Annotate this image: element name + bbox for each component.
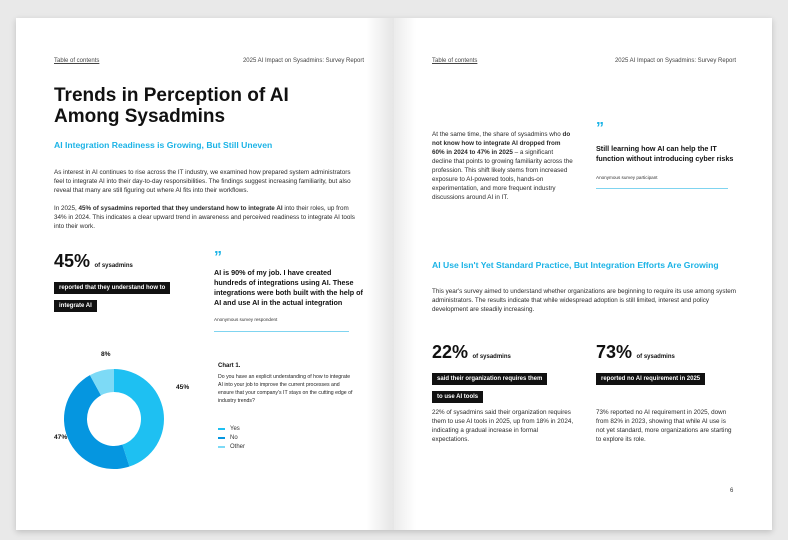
quote-icon: ” xyxy=(596,120,603,137)
stat-of-label: of sysadmins xyxy=(94,263,133,269)
pct-label-no: 47% xyxy=(54,434,68,441)
quote-divider xyxy=(596,188,728,189)
quote-attribution: Anonymous survey respondent xyxy=(214,317,278,322)
para-lead: At the same time, the share of sysadmins who xyxy=(432,131,563,138)
para-highlight: 45% of sysadmins reported that they understand how to integrate AI xyxy=(78,205,283,212)
legend-item-no xyxy=(218,433,245,442)
para-rest: into their roles, up from 34% in 2024. This indicates a clear upward trend in awareness and perceived readiness to integrate AI tools into their work. xyxy=(54,205,355,230)
chart-caption-title: Chart 1. xyxy=(218,363,241,369)
survey-aim-paragraph: This year's survey aimed to understand whether organizations are beginning to require its use among system administrators. The results indicate that while widespread adoption is still limited, interest and policy development are steadily increasing. xyxy=(432,288,736,313)
stat-73 xyxy=(596,342,675,363)
gutter-shadow xyxy=(394,18,416,530)
intro-paragraph: As interest in AI continues to rise across the IT industry, we examined how prepared system administrators feel to integrate AI into their day-to-day responsibilities. The findings suggest increasing familiarity, but also reveal that many are still figuring out where AI fits into their workflows. xyxy=(54,169,351,194)
report-spread xyxy=(16,18,772,530)
report-header-title: 2025 AI Impact on Sysadmins: Survey Report xyxy=(242,58,364,64)
right-page xyxy=(394,18,772,530)
left-page xyxy=(16,18,394,530)
stat-caption-line1: said their organization requires them xyxy=(432,373,547,385)
pct-label-other: 8% xyxy=(101,351,111,358)
legend-label: Yes xyxy=(230,425,240,432)
legend-label: Other xyxy=(230,443,246,450)
stat-value: 45% xyxy=(54,251,91,271)
stat-caption-line1: reported no AI requirement in 2025 xyxy=(596,373,705,385)
quote-icon: ” xyxy=(214,249,221,266)
stat-value: 22% xyxy=(432,342,469,362)
gutter-shadow xyxy=(366,18,394,530)
stat-45-caption xyxy=(54,276,189,312)
legend-swatch xyxy=(218,428,225,430)
stat-caption-line2: integrate AI xyxy=(54,300,97,312)
participant-quote: Still learning how AI can help the IT function without introducing cyber risks xyxy=(596,144,734,163)
toc-link[interactable]: Table of contents xyxy=(54,58,100,64)
legend-item-yes xyxy=(218,424,245,433)
legend-item-other xyxy=(218,442,245,451)
report-header-title: 2025 AI Impact on Sysadmins: Survey Report xyxy=(614,58,736,64)
stat-73-description: 73% reported no AI requirement in 2025, down from 82% in 2023, showing that while AI use is not yet standard, more organizations are starting to explore its role. xyxy=(596,409,732,443)
respondent-quote: AI is 90% of my job. I have created hundreds of integrations using AI. These integrations were both built with the help of AI and use AI in the actual integration xyxy=(214,268,363,307)
legend-swatch xyxy=(218,437,225,439)
para-rest: – a significant decline that points to growing familiarity across the profession. This shift likely stems from increased exposure to AI-powered tools, hands-on experimentation, and more frequent industry discussions around AI in IT. xyxy=(432,149,573,201)
decline-paragraph xyxy=(432,130,574,202)
stat-22-caption xyxy=(432,367,562,403)
stat-of-label: of sysadmins xyxy=(636,354,675,360)
stat-22-description: 22% of sysadmins said their organization requires them to use AI tools in 2025, up from 18% in 2024, indicating a gradual increase in formal expectations. xyxy=(432,409,574,443)
findings-paragraph xyxy=(54,204,359,231)
pct-label-yes: 45% xyxy=(176,384,190,391)
page-title: Trends in Perception of AI Among Sysadmins xyxy=(54,85,289,127)
stat-of-label: of sysadmins xyxy=(472,354,511,360)
quote-divider xyxy=(214,331,349,332)
stat-73-caption xyxy=(596,367,705,385)
stat-caption-line2: to use AI tools xyxy=(432,391,483,403)
legend-label: No xyxy=(230,434,238,441)
section-subhead: AI Use Isn't Yet Standard Practice, But Integration Efforts Are Growing xyxy=(432,260,719,270)
section-subhead: AI Integration Readiness is Growing, But Still Uneven xyxy=(54,140,273,150)
stat-22 xyxy=(432,342,511,363)
chart-caption-text: Do you have an explicit understanding of how to integrate AI into your job to improve the current processes and ensure that your company's IT stays on the cutting edge of industry trends? xyxy=(218,374,353,404)
donut-chart xyxy=(46,346,206,476)
page-number: 6 xyxy=(730,488,734,494)
stat-45 xyxy=(54,251,133,272)
para-lead: In 2025, xyxy=(54,205,79,212)
toc-link[interactable]: Table of contents xyxy=(432,58,478,64)
stat-caption-line1: reported that they understand how to xyxy=(54,282,170,294)
stat-value: 73% xyxy=(596,342,633,362)
chart-legend xyxy=(218,424,245,451)
para-highlight: do not know how to integrate AI dropped from 60% in 2024 to 47% in 2025 xyxy=(432,131,571,156)
legend-swatch xyxy=(218,446,225,448)
quote-attribution: Anonymous survey participant xyxy=(596,175,658,180)
